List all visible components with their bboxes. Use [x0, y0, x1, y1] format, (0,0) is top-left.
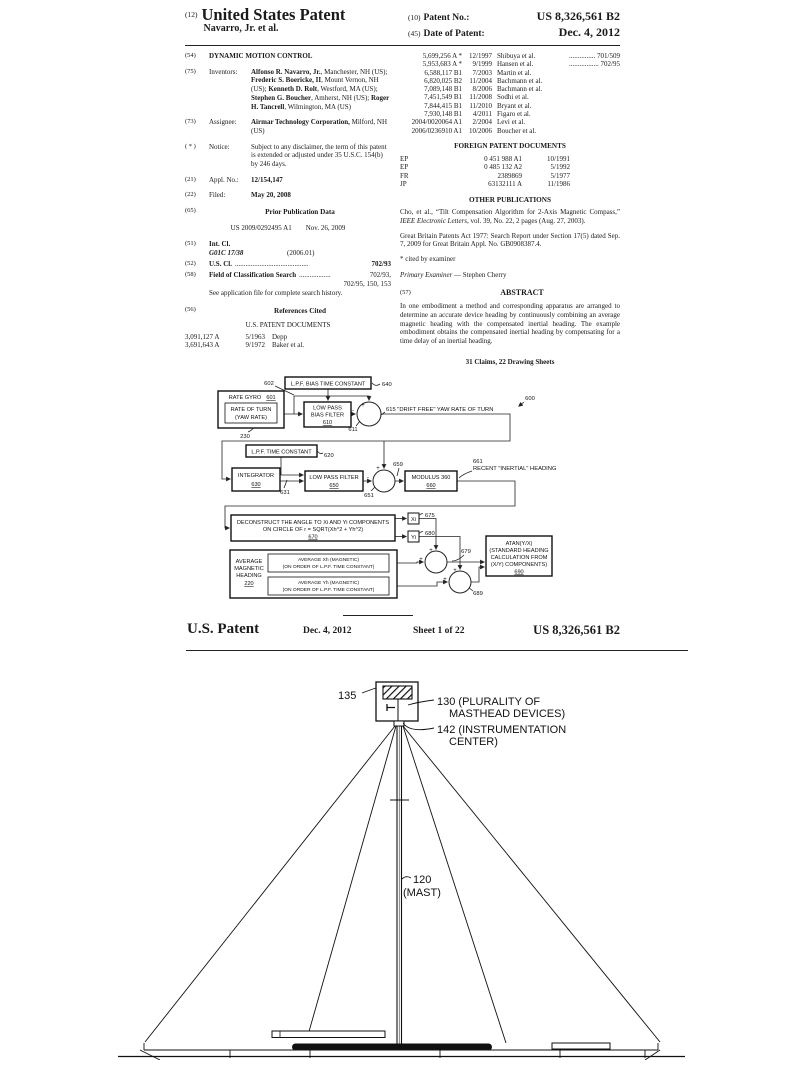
svg-text:-: -: [367, 475, 369, 481]
label-142-line2: CENTER): [449, 736, 498, 748]
svg-text:630: 630: [251, 482, 261, 488]
label-120-line2: (MAST): [403, 887, 441, 899]
sheet-patent-no: US 8,326,561 B2: [533, 623, 620, 637]
foreign-ref-row: JP 63132111 A 11/1986: [400, 180, 570, 189]
kind-code-tag: (12): [185, 10, 198, 19]
figure-lines: [118, 682, 685, 1060]
us-ref-row: 2006/0236910 A1 10/2006 Boucher et al.: [411, 126, 537, 135]
sum-651: [373, 470, 395, 492]
svg-text:Yi: Yi: [411, 535, 416, 541]
us-ref-row: 7,451,549 B1 11/2008 Sodhi et al.: [424, 93, 529, 102]
patent-front-page: [185, 6, 620, 367]
svg-text:610: 610: [322, 420, 333, 426]
invention-title: DYNAMIC MOTION CONTROL: [209, 52, 313, 60]
field-search-note: See application file for complete search history.: [209, 289, 343, 298]
svg-text:600: 600: [525, 396, 535, 402]
svg-text:679: 679: [461, 549, 471, 555]
pub-number: US 2009/0292495 A1: [230, 223, 292, 232]
svg-text:DECONSTRUCT THE ANGLE TO Xi AN: DECONSTRUCT THE ANGLE TO Xi AND Yi COMPONENTS: [236, 520, 390, 526]
svg-text:L.P.F. TIME CONSTANT: L.P.F. TIME CONSTANT: [251, 449, 312, 456]
svg-text:689: 689: [473, 591, 483, 597]
filed-label: Filed:: [209, 191, 226, 200]
svg-text:CALCULATION FROM: CALCULATION FROM: [490, 555, 548, 561]
field-tag: (56): [185, 305, 196, 313]
publication-2: Great Britain Patents Act 1977: Search Report under Section 17(5) dated Sep. 7, 2009 for Great Britain Appl. No. GB0908387.4.: [400, 231, 620, 249]
svg-text:(X/Y) COMPONENTS): (X/Y) COMPONENTS): [490, 562, 548, 568]
us-ref-row: 3,091,127 A 5/1963 Depp: [185, 333, 288, 342]
foreign-ref-row: EP 0 451 988 A1 10/1991: [400, 154, 570, 163]
field-tag: (52): [185, 259, 196, 267]
svg-text:RATE OF TURN: RATE OF TURN: [230, 407, 272, 413]
publication-1: Cho, et al., “Tilt Compensation Algorithm for 2-Axis Magnetic Compass,” IEEE Electronic Letters, vol. 39, No. 22, 2 pages (Aug. 27, 2003).: [400, 208, 620, 226]
svg-text:620: 620: [324, 453, 334, 459]
date-label: Date of Patent:: [423, 29, 485, 39]
int-cl-value: G01C 17/38: [209, 249, 244, 258]
int-cl-version: (2006.01): [287, 249, 315, 258]
svg-text:650: 650: [329, 483, 339, 489]
label-130-line2: MASTHEAD DEVICES): [449, 708, 566, 720]
svg-text:+: +: [453, 568, 457, 574]
svg-text:INTEGRATOR: INTEGRATOR: [237, 473, 275, 479]
foreign-docs-title: FOREIGN PATENT DOCUMENTS: [454, 141, 566, 150]
primary-examiner-line: Primary Examiner — Stephen Cherry: [400, 270, 507, 279]
patent-no-tag: (10): [408, 13, 421, 22]
us-ref-row: 7,930,148 B1 4/2011 Figaro et al.: [424, 110, 531, 119]
svg-text:659: 659: [393, 462, 403, 468]
label-120-line1: 120: [413, 874, 432, 886]
field-tag: ( * ): [185, 142, 196, 150]
field-tag: (73): [185, 118, 196, 126]
svg-text:651: 651: [364, 493, 374, 499]
field-tag: (22): [185, 191, 196, 199]
svg-text:(ON ORDER OF L.P.F. TIME CONST: (ON ORDER OF L.P.F. TIME CONSTANT): [282, 565, 375, 570]
instrumentation-center: [394, 721, 404, 726]
field-tag: (21): [185, 175, 196, 183]
us-cl-value: 702/93: [371, 259, 391, 268]
svg-text:+: +: [376, 466, 380, 472]
field-search-v2: 702/95, 150, 153: [343, 280, 391, 289]
figure-labels: [338, 690, 566, 899]
svg-text:661: 661: [473, 459, 483, 465]
label-135: 135: [338, 690, 357, 702]
svg-text:+: +: [419, 557, 423, 563]
appl-no: 12/154,147: [251, 175, 283, 184]
svg-text:+: +: [443, 577, 447, 583]
foreign-ref-row: EP 0 485 132 A2 5/1992: [400, 163, 570, 172]
svg-text:660: 660: [426, 483, 436, 489]
dot-leader: ..................: [299, 270, 331, 279]
svg-text:Xi: Xi: [411, 517, 416, 523]
svg-text:MODULUS 360: MODULUS 360: [411, 475, 451, 481]
patent-no-label: Patent No.:: [423, 13, 470, 23]
prior-pub-row: [185, 224, 391, 233]
notice-label: Notice:: [209, 142, 230, 151]
svg-text:L.P.F. BIAS TIME CONSTANT: L.P.F. BIAS TIME CONSTANT: [290, 381, 366, 388]
boom: [292, 1044, 492, 1051]
svg-text:+: +: [429, 548, 433, 554]
svg-text:602: 602: [264, 381, 274, 387]
sheet-date: Dec. 4, 2012: [303, 626, 352, 636]
us-ref-row: 7,089,148 B1 8/2006 Bachmann et al.: [424, 85, 543, 94]
svg-text:ON CIRCLE OF r = SQRT(Xh^2 + Y: ON CIRCLE OF r = SQRT(Xh^2 + Yh^2): [262, 527, 364, 533]
cited-by-examiner-note: * cited by examiner: [400, 255, 456, 264]
label-130-line1: 130 (PLURALITY OF: [437, 696, 541, 708]
inventors-text: Alfonso R. Navarro, Jr., Manchester, NH (US); Frederic S. Boericke, II, Mount Vernon, NH (US); Kenneth D. Rolt, Westford, MA (US); Stephen G. Boucher, Amherst, NH (US); Roger H. Tancrell, Wilmington, MA (US): [251, 67, 390, 111]
first-inventor-byline: Navarro, Jr. et al.: [203, 23, 279, 34]
label-142-line1: 142 (INSTRUMENTATION: [437, 724, 567, 736]
us-ref-row: 7,844,415 B1 11/2010 Bryant et al.: [424, 101, 532, 110]
patent-date: Dec. 4, 2012: [558, 25, 620, 39]
patent-number: US 8,326,561 B2: [536, 9, 620, 23]
sum-689: [449, 571, 471, 593]
svg-text:601: 601: [266, 395, 276, 401]
svg-text:-: -: [352, 408, 354, 414]
field-tag: (75): [185, 67, 196, 75]
svg-text:631: 631: [280, 490, 290, 496]
svg-text:HEADING: HEADING: [236, 573, 262, 579]
svg-text:(STANDARD HEADING: (STANDARD HEADING: [489, 548, 549, 554]
svg-text:AVERAGE Xh (MAGNETIC): AVERAGE Xh (MAGNETIC): [297, 558, 360, 563]
assignee-label: Assignee:: [209, 118, 237, 127]
svg-text:675: 675: [425, 513, 435, 519]
field-search-label: Field of Classification Search: [209, 270, 297, 279]
sheet-title: U.S. Patent: [187, 621, 260, 637]
abstract-text: In one embodiment a method and corresponding apparatus are arranged to determine an accurate device heading by continuously combining an average magnetic heading with the compensated inertial heading. The example embodiment obtains the compensated inertial heading by compensating for a time delay of an inertial heading.: [400, 302, 620, 346]
left-column: [185, 52, 391, 367]
field-tag: (65): [185, 207, 196, 215]
inventors-label: Inventors:: [209, 67, 238, 76]
front-page-header: [185, 6, 620, 40]
svg-text:LOW PASS FILTER: LOW PASS FILTER: [309, 475, 359, 481]
sheet-number: Sheet 1 of 22: [413, 626, 465, 636]
svg-text:ATAN(Y/X): ATAN(Y/X): [505, 541, 533, 547]
svg-text:AVERAGE Yh (MAGNETIC): AVERAGE Yh (MAGNETIC): [298, 581, 359, 586]
dot-leader: ..........................................: [234, 259, 309, 268]
svg-text:BIAS FILTER: BIAS FILTER: [310, 412, 345, 419]
sailboat-figure: [100, 652, 700, 1060]
svg-text:RATE GYRO: RATE GYRO: [228, 395, 262, 401]
appl-no-label: Appl. No.:: [209, 175, 239, 184]
heading-block-diagram: [185, 371, 625, 615]
svg-text:615 "DRIFT FREE" YAW RATE OF T: 615 "DRIFT FREE" YAW RATE OF TURN: [386, 407, 494, 413]
svg-text:611: 611: [348, 427, 358, 433]
us-ref-row: 3,691,643 A 9/1972 Baker et al.: [185, 341, 305, 350]
svg-text:AVERAGE: AVERAGE: [235, 559, 263, 565]
abstract-header: [400, 289, 620, 298]
foreign-ref-row: FR 2389869 5/1977: [400, 171, 570, 180]
svg-text:LOW PASS: LOW PASS: [313, 405, 342, 412]
svg-text:640: 640: [382, 382, 392, 388]
date-tag: (45): [408, 29, 421, 38]
claims-line: 31 Claims, 22 Drawing Sheets: [465, 357, 555, 366]
svg-text:230: 230: [240, 434, 250, 440]
field-tag: (57): [400, 288, 411, 296]
us-ref-row: 2004/0020064 A1 2/2004 Levi et al.: [411, 118, 526, 127]
other-pubs-title: OTHER PUBLICATIONS: [469, 195, 551, 204]
us-ref-row: 6,820,025 B2 11/2004 Bachmann et al.: [424, 76, 543, 85]
field-search-v1: 702/93,: [369, 270, 391, 279]
abstract-title: ABSTRACT: [500, 287, 544, 297]
masthead-device: [383, 686, 412, 699]
field-tag: (54): [185, 52, 196, 59]
field-tag: (51): [185, 239, 196, 247]
svg-text:(YAW RATE): (YAW RATE): [235, 415, 267, 421]
sheet-header: [185, 616, 620, 650]
svg-text:690: 690: [514, 569, 524, 576]
svg-text:670: 670: [308, 534, 318, 541]
us-docs-title: U.S. PATENT DOCUMENTS: [245, 321, 331, 330]
sum-679: [425, 551, 447, 573]
pub-date: Nov. 26, 2009: [305, 223, 346, 232]
int-cl-label: Int. Cl.: [209, 239, 231, 248]
svg-text:RECENT "INERTIAL" HEADING: RECENT "INERTIAL" HEADING: [473, 466, 557, 472]
us-ref-row: 5,953,683 A * 9/1999 Hansen et al. ................. 702/95: [422, 60, 620, 69]
field-tag: (58): [185, 270, 196, 278]
us-ref-row: 5,699,256 A * 12/1997 Shibuya et al. ............... 701/509: [422, 52, 620, 60]
notice-text: Subject to any disclaimer, the term of this patent is extended or adjusted under 35 U.S.C. 154(b) by 246 days.: [251, 142, 387, 169]
prior-pub-title: Prior Publication Data: [265, 208, 335, 217]
references-title: References Cited: [274, 306, 326, 315]
right-column: [400, 52, 620, 367]
svg-text:(ON ORDER OF L.P.F. TIME CONST: (ON ORDER OF L.P.F. TIME CONSTANT): [282, 588, 375, 593]
filed-date: May 20, 2008: [251, 191, 291, 200]
page-title: United States Patent: [201, 5, 346, 24]
us-cl-label: U.S. Cl.: [209, 259, 232, 268]
svg-text:680: 680: [425, 531, 435, 537]
us-ref-row: 6,588,117 B1 7/2003 Martin et al.: [424, 68, 532, 77]
svg-text:220: 220: [244, 581, 254, 587]
svg-text:MAGNETIC: MAGNETIC: [234, 566, 264, 572]
assignee-text: Airmar Technology Corporation, Milford, NH (US): [251, 118, 387, 135]
svg-text:+: +: [361, 403, 365, 409]
